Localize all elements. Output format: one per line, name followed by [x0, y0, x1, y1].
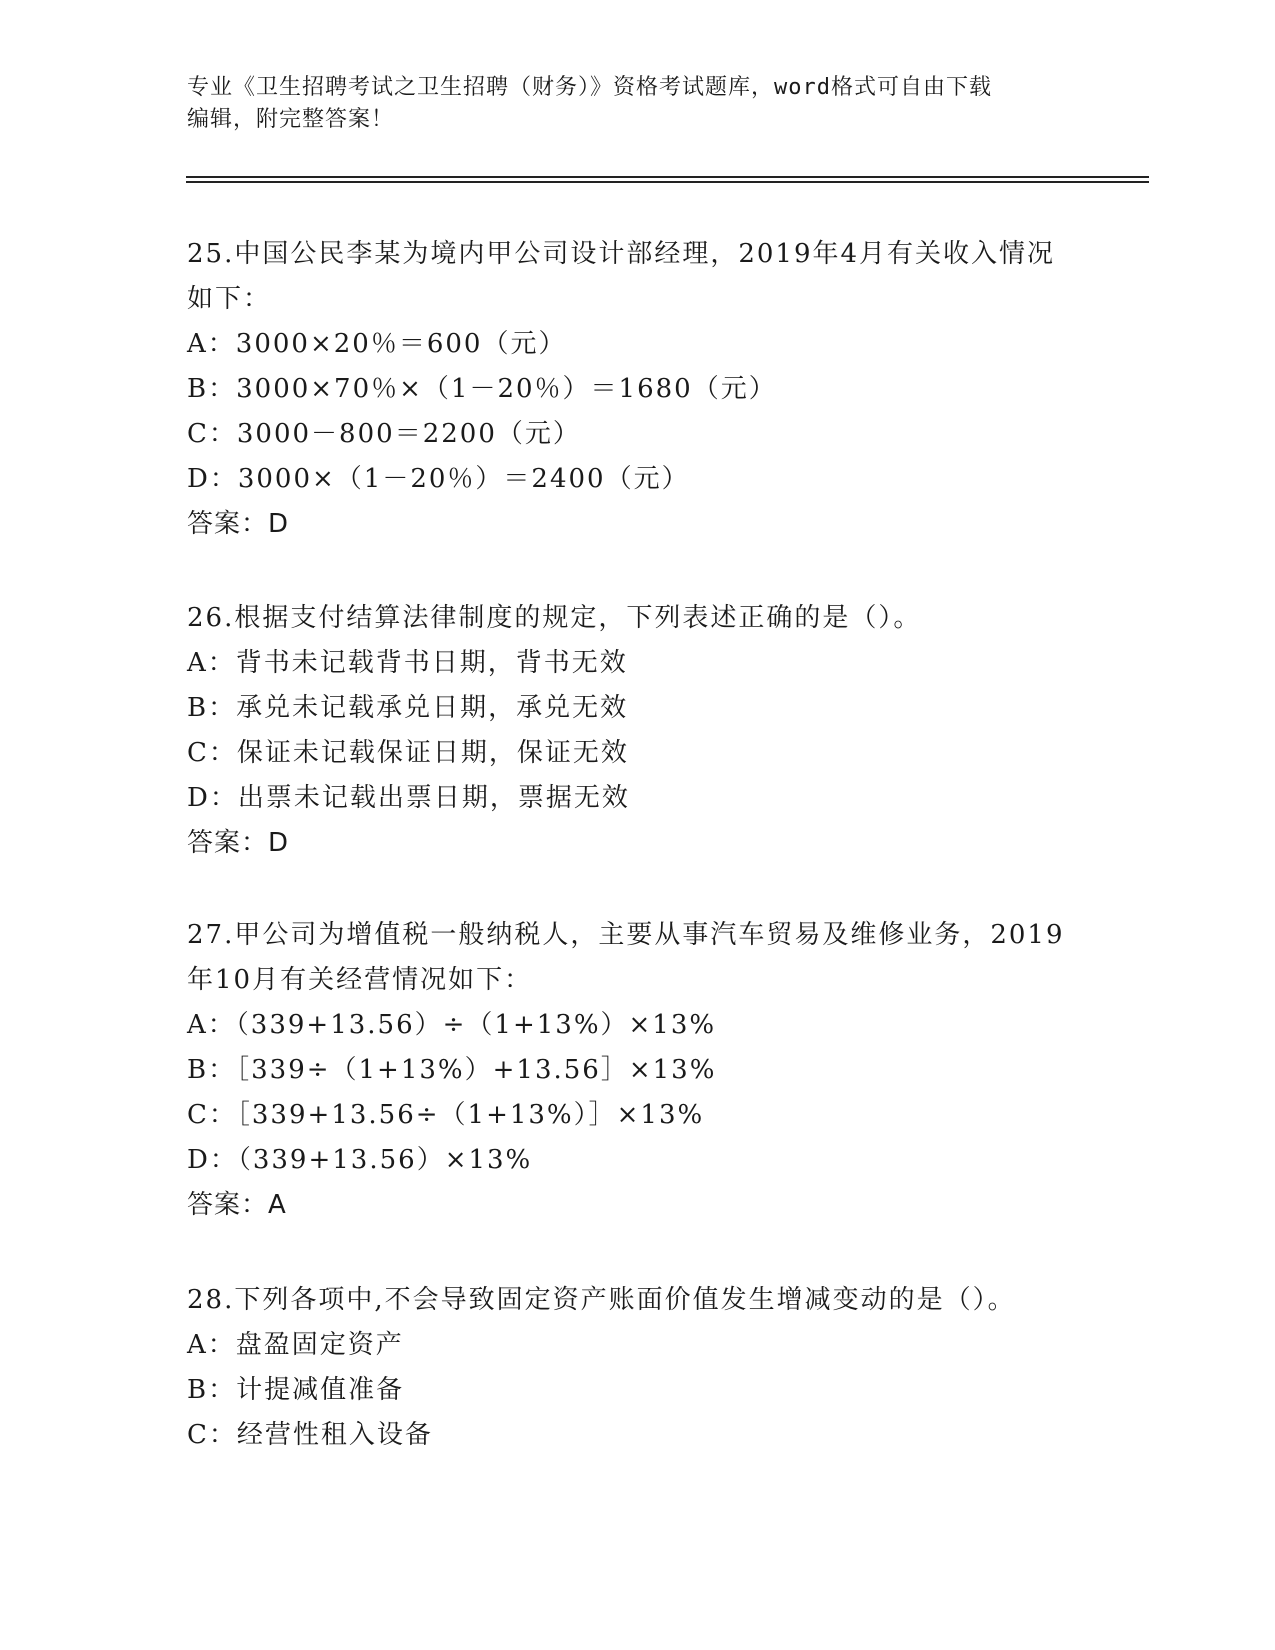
- question-28: [187, 1278, 1087, 1458]
- option-a: A：盘盈固定资产: [187, 1330, 404, 1360]
- option-c: C：保证未记载保证日期，保证无效: [187, 738, 629, 768]
- question-stem-line: 28.下列各项中,不会导致固定资产账面价值发生增减变动的是（）。: [187, 1285, 1016, 1315]
- option-a: A：3000×20％＝600（元）: [187, 329, 567, 359]
- question-25: [187, 232, 1087, 547]
- header-divider-top: [186, 176, 1149, 178]
- question-stem-line: 25.中国公民李某为境内甲公司设计部经理，2019年4月有关收入情况: [187, 239, 1056, 269]
- option-b: B：3000×70％×（1－20％）＝1680（元）: [187, 374, 777, 404]
- option-c: C：经营性租入设备: [187, 1420, 433, 1450]
- option-b: B：承兑未记载承兑日期，承兑无效: [187, 693, 629, 723]
- option-b: B：［339÷（1+13%）+13.56］×13%: [187, 1055, 717, 1085]
- header-divider-bottom: [186, 181, 1149, 183]
- question-stem-line: 26.根据支付结算法律制度的规定，下列表述正确的是（）。: [187, 603, 922, 633]
- answer-label: 答案：D: [187, 509, 290, 539]
- document-header: [187, 72, 1087, 136]
- answer-label: 答案：A: [187, 1190, 287, 1220]
- question-27: [187, 913, 1087, 1228]
- option-d: D：出票未记载出票日期，票据无效: [187, 783, 630, 813]
- question-26: [187, 596, 1087, 866]
- header-line-1: 专业《卫生招聘考试之卫生招聘（财务）》资格考试题库，word格式可自由下载: [187, 75, 992, 100]
- option-a: A：（339+13.56）÷（1+13%）×13%: [187, 1010, 717, 1040]
- option-d: D：（339+13.56）×13%: [187, 1145, 533, 1175]
- question-stem-line: 年10月有关经营情况如下：: [187, 965, 533, 995]
- option-b: B：计提减值准备: [187, 1375, 405, 1405]
- question-stem-line: 如下：: [187, 284, 272, 314]
- option-c: C：［339+13.56÷（1+13%）］×13%: [187, 1100, 705, 1130]
- header-line-2: 编辑，附完整答案！: [187, 107, 395, 132]
- question-stem-line: 27.甲公司为增值税一般纳税人，主要从事汽车贸易及维修业务，2019: [187, 920, 1065, 950]
- option-a: A：背书未记载背书日期，背书无效: [187, 648, 628, 678]
- answer-label: 答案：D: [187, 828, 290, 858]
- option-c: C：3000－800＝2200（元）: [187, 419, 581, 449]
- option-d: D：3000×（1－20％）＝2400（元）: [187, 464, 690, 494]
